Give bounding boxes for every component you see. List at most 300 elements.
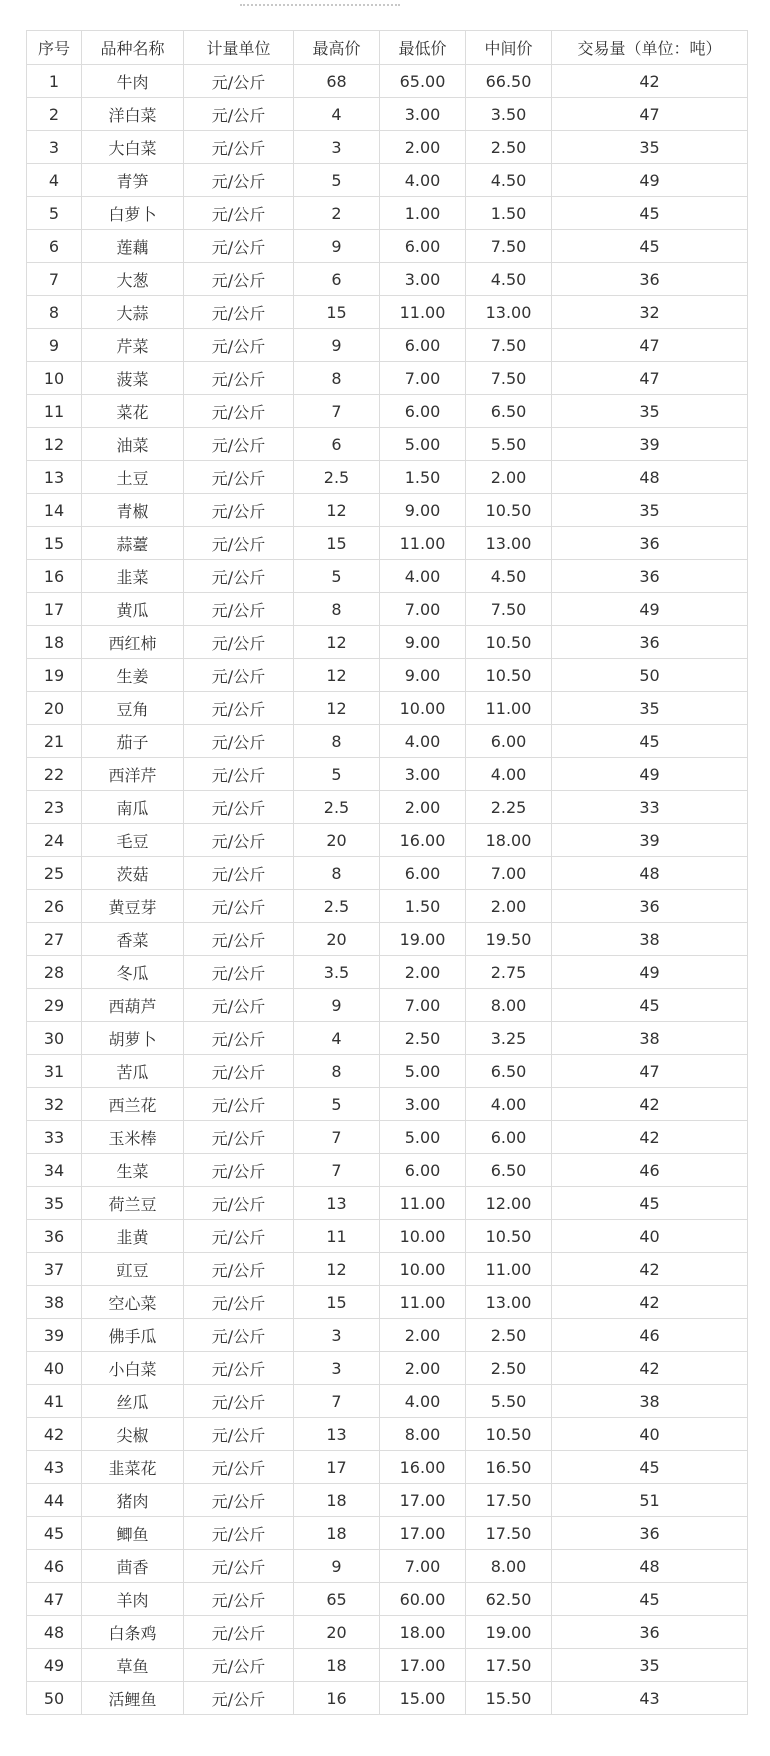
cell-name: 洋白菜 <box>82 98 184 131</box>
cell-unit: 元/公斤 <box>184 428 294 461</box>
cell-unit: 元/公斤 <box>184 791 294 824</box>
cell-low: 65.00 <box>380 65 466 98</box>
cell-unit: 元/公斤 <box>184 1583 294 1616</box>
cell-mid: 15.50 <box>466 1682 552 1715</box>
cell-name: 尖椒 <box>82 1418 184 1451</box>
cell-unit: 元/公斤 <box>184 296 294 329</box>
cell-unit: 元/公斤 <box>184 527 294 560</box>
cell-mid: 7.00 <box>466 857 552 890</box>
cell-mid: 10.50 <box>466 494 552 527</box>
cell-index: 42 <box>27 1418 82 1451</box>
cell-unit: 元/公斤 <box>184 1187 294 1220</box>
cell-unit: 元/公斤 <box>184 593 294 626</box>
header-volume: 交易量（单位：吨） <box>552 31 748 65</box>
table-body <box>27 65 748 1715</box>
cell-high: 3 <box>294 131 380 164</box>
cell-high: 15 <box>294 1286 380 1319</box>
cell-name: 青笋 <box>82 164 184 197</box>
cell-unit: 元/公斤 <box>184 329 294 362</box>
table-row <box>27 131 748 164</box>
cell-volume: 36 <box>552 626 748 659</box>
cell-unit: 元/公斤 <box>184 857 294 890</box>
cell-index: 40 <box>27 1352 82 1385</box>
cell-mid: 2.00 <box>466 890 552 923</box>
cell-volume: 45 <box>552 1187 748 1220</box>
cell-low: 6.00 <box>380 230 466 263</box>
cell-high: 17 <box>294 1451 380 1484</box>
table-row <box>27 1055 748 1088</box>
cell-index: 2 <box>27 98 82 131</box>
cell-high: 8 <box>294 1055 380 1088</box>
cell-name: 大葱 <box>82 263 184 296</box>
cell-name: 韭菜花 <box>82 1451 184 1484</box>
cell-name: 西兰花 <box>82 1088 184 1121</box>
cell-name: 菜花 <box>82 395 184 428</box>
table-row <box>27 164 748 197</box>
cell-high: 13 <box>294 1418 380 1451</box>
cell-low: 7.00 <box>380 1550 466 1583</box>
cell-index: 47 <box>27 1583 82 1616</box>
cell-index: 12 <box>27 428 82 461</box>
cell-high: 8 <box>294 362 380 395</box>
cell-name: 玉米棒 <box>82 1121 184 1154</box>
table-row <box>27 230 748 263</box>
cell-volume: 49 <box>552 593 748 626</box>
cell-volume: 35 <box>552 692 748 725</box>
cell-volume: 49 <box>552 164 748 197</box>
cell-index: 13 <box>27 461 82 494</box>
cell-index: 3 <box>27 131 82 164</box>
cell-low: 16.00 <box>380 824 466 857</box>
cell-name: 油菜 <box>82 428 184 461</box>
cell-mid: 2.25 <box>466 791 552 824</box>
cell-mid: 3.50 <box>466 98 552 131</box>
cell-volume: 45 <box>552 230 748 263</box>
header-high: 最高价 <box>294 31 380 65</box>
cell-volume: 35 <box>552 395 748 428</box>
cell-index: 4 <box>27 164 82 197</box>
cell-high: 18 <box>294 1649 380 1682</box>
cell-index: 9 <box>27 329 82 362</box>
cell-unit: 元/公斤 <box>184 923 294 956</box>
cell-unit: 元/公斤 <box>184 824 294 857</box>
cell-index: 23 <box>27 791 82 824</box>
cell-unit: 元/公斤 <box>184 1517 294 1550</box>
cell-low: 9.00 <box>380 494 466 527</box>
table-row <box>27 1649 748 1682</box>
cell-mid: 13.00 <box>466 1286 552 1319</box>
cell-index: 46 <box>27 1550 82 1583</box>
cell-mid: 6.50 <box>466 1055 552 1088</box>
cell-name: 丝瓜 <box>82 1385 184 1418</box>
cell-index: 43 <box>27 1451 82 1484</box>
cell-name: 白条鸡 <box>82 1616 184 1649</box>
cell-unit: 元/公斤 <box>184 197 294 230</box>
cell-name: 活鲤鱼 <box>82 1682 184 1715</box>
cell-index: 45 <box>27 1517 82 1550</box>
table-row <box>27 560 748 593</box>
cell-low: 7.00 <box>380 593 466 626</box>
cell-volume: 50 <box>552 659 748 692</box>
cell-high: 65 <box>294 1583 380 1616</box>
cell-low: 9.00 <box>380 659 466 692</box>
cell-name: 韭黄 <box>82 1220 184 1253</box>
cell-index: 35 <box>27 1187 82 1220</box>
cell-name: 茴香 <box>82 1550 184 1583</box>
cell-high: 12 <box>294 659 380 692</box>
cell-index: 27 <box>27 923 82 956</box>
table-row <box>27 1583 748 1616</box>
cell-mid: 2.00 <box>466 461 552 494</box>
cell-mid: 62.50 <box>466 1583 552 1616</box>
cell-name: 西红柿 <box>82 626 184 659</box>
table-row <box>27 1154 748 1187</box>
cell-mid: 6.50 <box>466 395 552 428</box>
cell-mid: 13.00 <box>466 296 552 329</box>
cell-mid: 3.25 <box>466 1022 552 1055</box>
cell-mid: 7.50 <box>466 230 552 263</box>
header-unit: 计量单位 <box>184 31 294 65</box>
cell-volume: 47 <box>552 98 748 131</box>
cell-unit: 元/公斤 <box>184 461 294 494</box>
cell-unit: 元/公斤 <box>184 1022 294 1055</box>
cell-volume: 45 <box>552 1451 748 1484</box>
table-row <box>27 98 748 131</box>
cell-volume: 46 <box>552 1319 748 1352</box>
cell-volume: 42 <box>552 1088 748 1121</box>
cell-unit: 元/公斤 <box>184 131 294 164</box>
cell-volume: 46 <box>552 1154 748 1187</box>
cell-name: 韭菜 <box>82 560 184 593</box>
table-row <box>27 626 748 659</box>
cell-unit: 元/公斤 <box>184 1352 294 1385</box>
cell-name: 莲藕 <box>82 230 184 263</box>
cell-volume: 35 <box>552 494 748 527</box>
cell-name: 胡萝卜 <box>82 1022 184 1055</box>
cell-name: 大白菜 <box>82 131 184 164</box>
cell-index: 48 <box>27 1616 82 1649</box>
cell-name: 青椒 <box>82 494 184 527</box>
cell-unit: 元/公斤 <box>184 758 294 791</box>
cell-mid: 7.50 <box>466 593 552 626</box>
cell-high: 7 <box>294 1121 380 1154</box>
cell-high: 6 <box>294 263 380 296</box>
cell-index: 41 <box>27 1385 82 1418</box>
table-row <box>27 857 748 890</box>
cell-volume: 39 <box>552 428 748 461</box>
cell-high: 7 <box>294 395 380 428</box>
table-row <box>27 791 748 824</box>
cell-low: 15.00 <box>380 1682 466 1715</box>
cell-low: 2.50 <box>380 1022 466 1055</box>
cell-high: 15 <box>294 527 380 560</box>
table-row <box>27 1253 748 1286</box>
cell-unit: 元/公斤 <box>184 890 294 923</box>
table-row <box>27 197 748 230</box>
table-row <box>27 1550 748 1583</box>
cell-name: 鲫鱼 <box>82 1517 184 1550</box>
cell-name: 冬瓜 <box>82 956 184 989</box>
cell-index: 25 <box>27 857 82 890</box>
cell-unit: 元/公斤 <box>184 1319 294 1352</box>
cell-low: 6.00 <box>380 329 466 362</box>
cell-unit: 元/公斤 <box>184 1286 294 1319</box>
cell-name: 牛肉 <box>82 65 184 98</box>
cell-volume: 36 <box>552 263 748 296</box>
table-row <box>27 923 748 956</box>
cell-name: 佛手瓜 <box>82 1319 184 1352</box>
cell-high: 9 <box>294 329 380 362</box>
cell-name: 香菜 <box>82 923 184 956</box>
table-row <box>27 329 748 362</box>
cell-low: 4.00 <box>380 1385 466 1418</box>
cell-low: 5.00 <box>380 1121 466 1154</box>
cell-unit: 元/公斤 <box>184 1550 294 1583</box>
cell-index: 21 <box>27 725 82 758</box>
cell-high: 68 <box>294 65 380 98</box>
header-mid: 中间价 <box>466 31 552 65</box>
cell-name: 空心菜 <box>82 1286 184 1319</box>
cell-unit: 元/公斤 <box>184 1055 294 1088</box>
cell-mid: 10.50 <box>466 1220 552 1253</box>
cell-mid: 2.75 <box>466 956 552 989</box>
cell-index: 32 <box>27 1088 82 1121</box>
cell-unit: 元/公斤 <box>184 659 294 692</box>
cell-index: 50 <box>27 1682 82 1715</box>
header-row <box>27 31 748 65</box>
cell-name: 茨菇 <box>82 857 184 890</box>
cell-low: 1.50 <box>380 890 466 923</box>
cell-mid: 2.50 <box>466 131 552 164</box>
cell-low: 7.00 <box>380 989 466 1022</box>
cell-high: 2.5 <box>294 461 380 494</box>
cell-unit: 元/公斤 <box>184 1220 294 1253</box>
cell-unit: 元/公斤 <box>184 494 294 527</box>
cell-unit: 元/公斤 <box>184 1418 294 1451</box>
cell-volume: 47 <box>552 362 748 395</box>
cell-low: 10.00 <box>380 692 466 725</box>
cell-index: 11 <box>27 395 82 428</box>
cell-high: 20 <box>294 1616 380 1649</box>
cell-volume: 38 <box>552 1385 748 1418</box>
cell-volume: 35 <box>552 1649 748 1682</box>
cell-name: 毛豆 <box>82 824 184 857</box>
cell-volume: 42 <box>552 1286 748 1319</box>
cell-volume: 48 <box>552 461 748 494</box>
cell-low: 10.00 <box>380 1253 466 1286</box>
cell-mid: 8.00 <box>466 989 552 1022</box>
cell-low: 17.00 <box>380 1517 466 1550</box>
table-row <box>27 395 748 428</box>
cell-unit: 元/公斤 <box>184 98 294 131</box>
cell-volume: 33 <box>552 791 748 824</box>
table-row <box>27 1616 748 1649</box>
table-row <box>27 725 748 758</box>
cell-mid: 1.50 <box>466 197 552 230</box>
cell-low: 3.00 <box>380 1088 466 1121</box>
header-index: 序号 <box>27 31 82 65</box>
cell-index: 6 <box>27 230 82 263</box>
table-row <box>27 758 748 791</box>
cell-unit: 元/公斤 <box>184 560 294 593</box>
cell-mid: 4.00 <box>466 1088 552 1121</box>
table-row <box>27 1385 748 1418</box>
cell-name: 茄子 <box>82 725 184 758</box>
cell-index: 37 <box>27 1253 82 1286</box>
cell-low: 8.00 <box>380 1418 466 1451</box>
header-name: 品种名称 <box>82 31 184 65</box>
cell-name: 土豆 <box>82 461 184 494</box>
table-row <box>27 1121 748 1154</box>
cell-index: 38 <box>27 1286 82 1319</box>
cell-name: 西洋芹 <box>82 758 184 791</box>
cell-unit: 元/公斤 <box>184 395 294 428</box>
cell-low: 11.00 <box>380 296 466 329</box>
cell-mid: 17.50 <box>466 1517 552 1550</box>
cell-low: 7.00 <box>380 362 466 395</box>
cell-low: 4.00 <box>380 164 466 197</box>
cell-unit: 元/公斤 <box>184 989 294 1022</box>
cell-name: 草鱼 <box>82 1649 184 1682</box>
cell-mid: 11.00 <box>466 692 552 725</box>
top-divider <box>240 4 400 6</box>
cell-mid: 13.00 <box>466 527 552 560</box>
cell-name: 大蒜 <box>82 296 184 329</box>
price-table <box>26 30 748 1715</box>
cell-low: 5.00 <box>380 1055 466 1088</box>
cell-mid: 66.50 <box>466 65 552 98</box>
cell-unit: 元/公斤 <box>184 626 294 659</box>
cell-unit: 元/公斤 <box>184 65 294 98</box>
cell-high: 5 <box>294 560 380 593</box>
cell-volume: 47 <box>552 1055 748 1088</box>
cell-volume: 38 <box>552 1022 748 1055</box>
table-row <box>27 1517 748 1550</box>
cell-high: 7 <box>294 1385 380 1418</box>
cell-volume: 42 <box>552 1352 748 1385</box>
cell-high: 16 <box>294 1682 380 1715</box>
cell-mid: 6.50 <box>466 1154 552 1187</box>
cell-mid: 19.00 <box>466 1616 552 1649</box>
cell-high: 6 <box>294 428 380 461</box>
cell-index: 10 <box>27 362 82 395</box>
cell-high: 18 <box>294 1484 380 1517</box>
cell-volume: 40 <box>552 1418 748 1451</box>
table-row <box>27 1286 748 1319</box>
cell-index: 5 <box>27 197 82 230</box>
cell-high: 20 <box>294 824 380 857</box>
table-row <box>27 362 748 395</box>
cell-mid: 8.00 <box>466 1550 552 1583</box>
table-row <box>27 1220 748 1253</box>
cell-high: 20 <box>294 923 380 956</box>
cell-unit: 元/公斤 <box>184 1616 294 1649</box>
table-row <box>27 593 748 626</box>
cell-index: 31 <box>27 1055 82 1088</box>
cell-low: 2.00 <box>380 1319 466 1352</box>
cell-unit: 元/公斤 <box>184 164 294 197</box>
cell-index: 8 <box>27 296 82 329</box>
cell-volume: 42 <box>552 1121 748 1154</box>
cell-index: 1 <box>27 65 82 98</box>
cell-low: 19.00 <box>380 923 466 956</box>
table-row <box>27 263 748 296</box>
cell-mid: 10.50 <box>466 659 552 692</box>
cell-volume: 49 <box>552 956 748 989</box>
cell-high: 15 <box>294 296 380 329</box>
cell-low: 9.00 <box>380 626 466 659</box>
cell-volume: 43 <box>552 1682 748 1715</box>
cell-volume: 32 <box>552 296 748 329</box>
cell-name: 豆角 <box>82 692 184 725</box>
cell-high: 18 <box>294 1517 380 1550</box>
cell-volume: 47 <box>552 329 748 362</box>
table-row <box>27 659 748 692</box>
cell-index: 26 <box>27 890 82 923</box>
cell-high: 5 <box>294 164 380 197</box>
cell-low: 6.00 <box>380 395 466 428</box>
cell-volume: 45 <box>552 1583 748 1616</box>
cell-mid: 6.00 <box>466 725 552 758</box>
table-row <box>27 428 748 461</box>
cell-low: 10.00 <box>380 1220 466 1253</box>
cell-high: 4 <box>294 1022 380 1055</box>
cell-mid: 11.00 <box>466 1253 552 1286</box>
cell-volume: 38 <box>552 923 748 956</box>
cell-index: 16 <box>27 560 82 593</box>
cell-volume: 35 <box>552 131 748 164</box>
cell-volume: 36 <box>552 890 748 923</box>
table-row <box>27 989 748 1022</box>
cell-name: 猪肉 <box>82 1484 184 1517</box>
cell-name: 豇豆 <box>82 1253 184 1286</box>
cell-unit: 元/公斤 <box>184 1385 294 1418</box>
cell-high: 9 <box>294 1550 380 1583</box>
table-row <box>27 1022 748 1055</box>
cell-high: 2 <box>294 197 380 230</box>
table-row <box>27 1352 748 1385</box>
cell-name: 黄豆芽 <box>82 890 184 923</box>
cell-low: 1.50 <box>380 461 466 494</box>
cell-low: 18.00 <box>380 1616 466 1649</box>
table-row <box>27 1319 748 1352</box>
cell-name: 生姜 <box>82 659 184 692</box>
cell-volume: 40 <box>552 1220 748 1253</box>
cell-unit: 元/公斤 <box>184 1649 294 1682</box>
cell-high: 5 <box>294 758 380 791</box>
cell-low: 4.00 <box>380 725 466 758</box>
table-row <box>27 461 748 494</box>
cell-volume: 45 <box>552 725 748 758</box>
cell-index: 39 <box>27 1319 82 1352</box>
cell-index: 44 <box>27 1484 82 1517</box>
cell-low: 6.00 <box>380 857 466 890</box>
cell-index: 20 <box>27 692 82 725</box>
cell-mid: 19.50 <box>466 923 552 956</box>
cell-high: 13 <box>294 1187 380 1220</box>
cell-high: 12 <box>294 692 380 725</box>
cell-mid: 5.50 <box>466 1385 552 1418</box>
cell-high: 12 <box>294 1253 380 1286</box>
cell-high: 5 <box>294 1088 380 1121</box>
cell-mid: 2.50 <box>466 1352 552 1385</box>
cell-unit: 元/公斤 <box>184 1154 294 1187</box>
cell-index: 36 <box>27 1220 82 1253</box>
cell-mid: 4.50 <box>466 560 552 593</box>
header-low: 最低价 <box>380 31 466 65</box>
cell-unit: 元/公斤 <box>184 1451 294 1484</box>
cell-name: 黄瓜 <box>82 593 184 626</box>
